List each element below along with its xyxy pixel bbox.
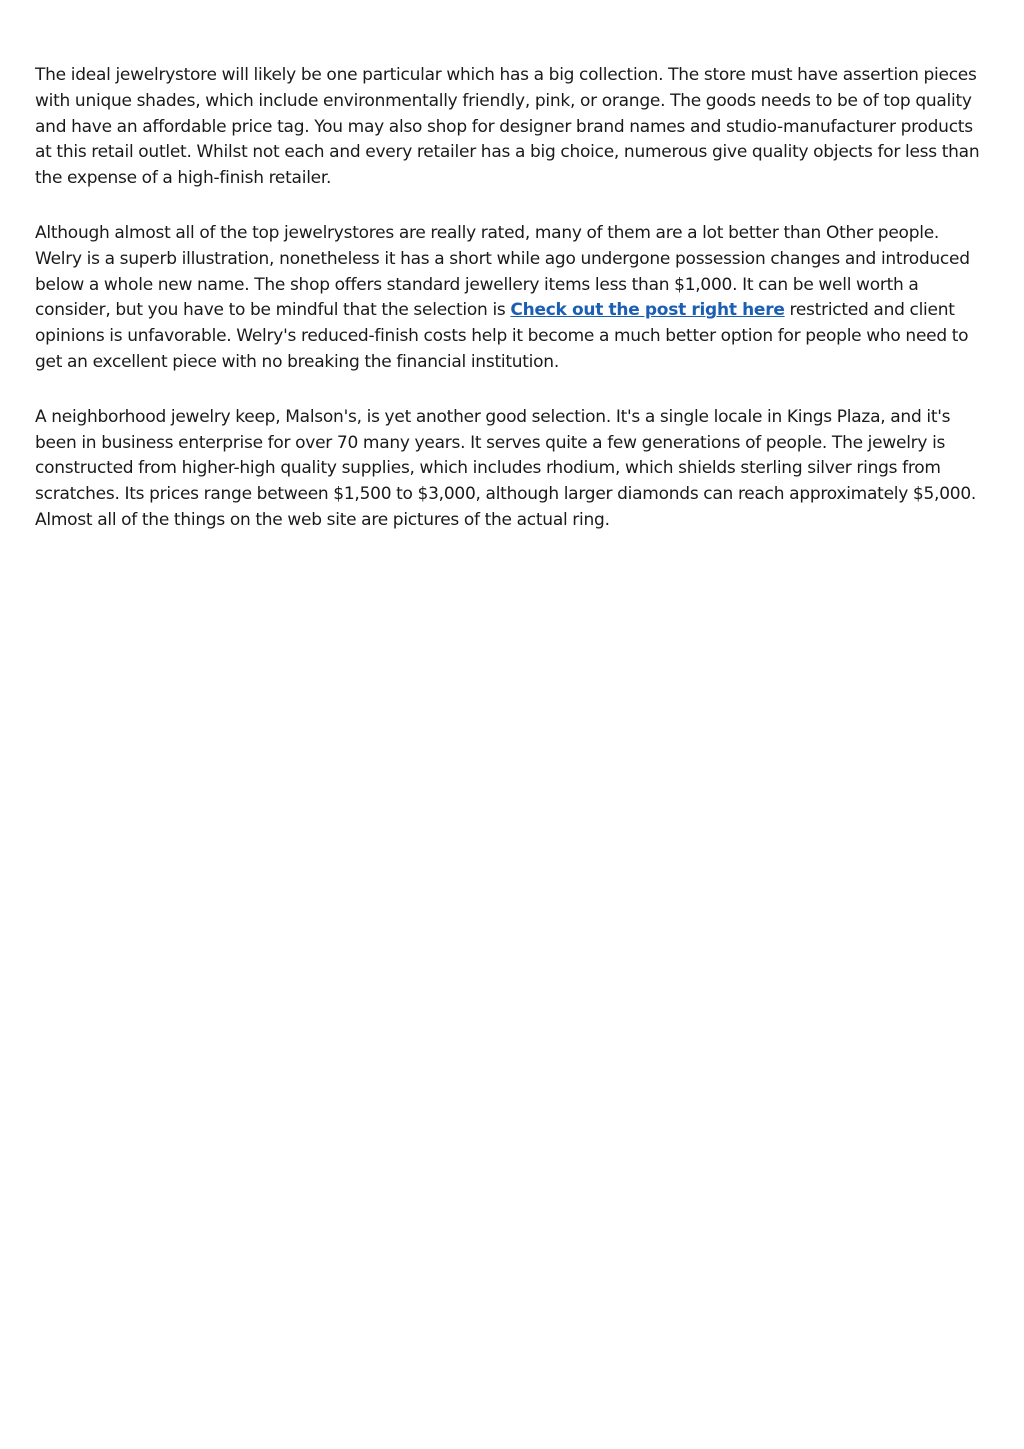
check-out-post-link[interactable]: Check out the post right here [510,300,785,321]
paragraph-2-text-before-link: Although almost all of the top jewelrystores are really rated, many of them are a lot better than Other people. Welry is a superb illustration, nonetheless it has a short while ago undergone possession changes and introduced below a whole new name. The shop offers standard jewellery items less than $1,000. It can be well worth a consider, but you have to be mindful that the selection is [35,222,970,321]
document-body [35,63,989,563]
paragraph-3: A neighborhood jewelry keep, Malson's, is yet another good selection. It's a single locale in Kings Plaza, and it's been in business enterprise for over 70 many years. It serves quite a few generations of people. The jewelry is constructed from higher-high quality supplies, which includes rhodium, which shields sterling silver rings from scratches. Its prices range between $1,500 to $3,000, although larger diamonds can reach approximately $5,000. Almost all of the things on the web site are pictures of the actual ring. [35,406,977,530]
paragraph-2-text-after-link: restricted and client opinions is unfavorable. Welry's reduced-finish costs help it become a much better option for people who need to get an excellent piece with no breaking the financial institution. [35,300,969,372]
paragraph-2 [35,221,989,376]
paragraph-1: The ideal jewelrystore will likely be one particular which has a big collection. The store must have assertion pieces with unique shades, which include environmentally friendly, pink, or orange. The goods needs to be of top quality and have an affordable price tag. You may also shop for designer brand names and studio-manufacturer products at this retail outlet. Whilst not each and every retailer has a big choice, numerous give quality objects for less than the expense of a high-finish retailer. [35,65,980,189]
